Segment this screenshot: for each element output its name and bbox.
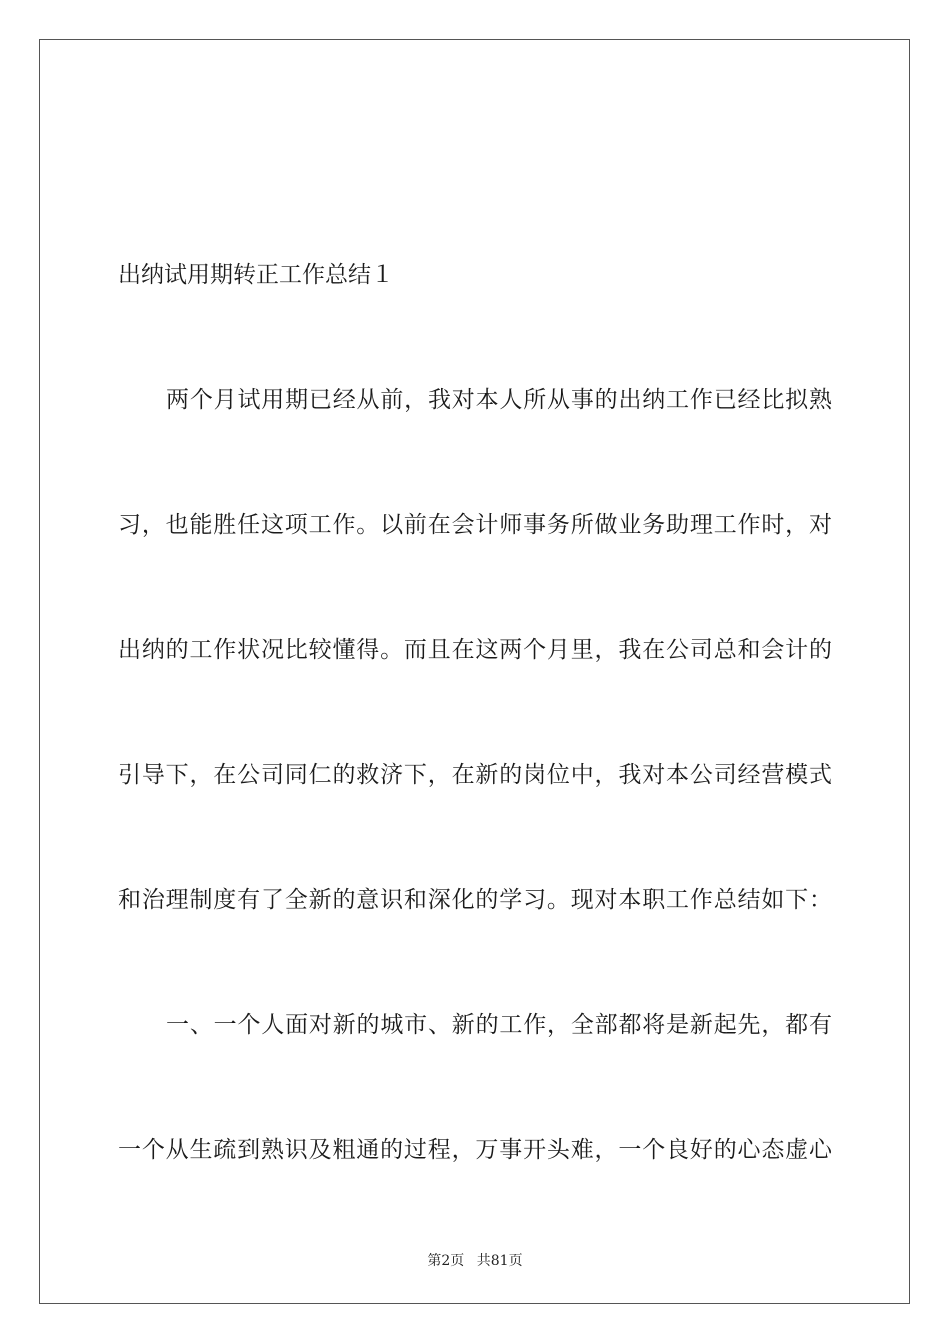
paragraph-line-1: 两个月试用期已经从前，我对本人所从事的出纳工作已经比拟熟 <box>166 387 832 413</box>
document-title: 出纳试用期转正工作总结１ <box>118 262 394 288</box>
page-footer <box>0 1250 950 1270</box>
paragraph-line-6: 一、一个人面对新的城市、新的工作，全部都将是新起先，都有 <box>166 1012 832 1038</box>
paragraph-line-5: 和治理制度有了全新的意识和深化的学习。现对本职工作总结如下： <box>118 887 832 913</box>
page-number: 第2页 <box>427 1253 465 1269</box>
paragraph-line-2: 习，也能胜任这项工作。以前在会计师事务所做业务助理工作时，对 <box>118 512 832 538</box>
paragraph-line-7: 一个从生疏到熟识及粗通的过程，万事开头难，一个良好的心态虚心 <box>118 1137 832 1163</box>
paragraph-line-3: 出纳的工作状况比较懂得。而且在这两个月里，我在公司总和会计的 <box>118 637 832 663</box>
page-border <box>39 39 910 1304</box>
page-total: 共81页 <box>476 1253 523 1269</box>
paragraph-line-4: 引导下，在公司同仁的救济下，在新的岗位中，我对本公司经营模式 <box>118 762 832 788</box>
